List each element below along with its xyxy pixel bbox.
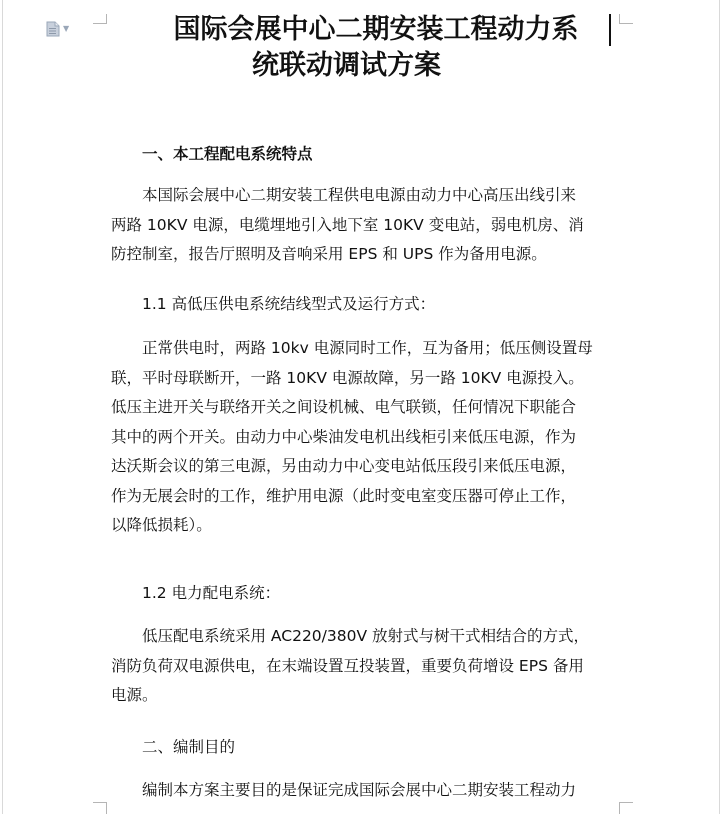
paragraph-line: 低压配电系统采用 AC220/380V 放射式与树干式相结合的方式， — [142, 627, 590, 645]
paragraph-3 — [111, 622, 589, 711]
section-heading-1-1: 1.1 高低压供电系统结线型式及运行方式： — [142, 295, 436, 313]
paragraph-line: 防控制室，报告厅照明及音响采用 EPS 和 UPS 作为备用电源。 — [111, 245, 547, 263]
document-menu-button[interactable] — [46, 20, 76, 38]
paragraph-line: 达沃斯会议的第三电源，另由动力中心变电站低压段引来低压电源， — [111, 457, 577, 475]
paragraph-line: 消防负荷双电源供电，在末端设置互投装置，重要负荷增设 EPS 备用 — [111, 656, 584, 675]
paragraph-4 — [111, 776, 576, 806]
page-edge-right — [719, 0, 720, 814]
paragraph-line: 联，平时母联断开，一路 10KV 电源故障，另一路 10KV 电源投入。 — [111, 368, 584, 387]
title-line-2: 统联动调试方案 — [252, 50, 441, 81]
text-cursor — [609, 14, 611, 46]
title-line-1: 国际会展中心二期安装工程动力系 — [173, 14, 579, 45]
margin-mark-top-left — [93, 14, 107, 24]
document-title[interactable] — [108, 12, 628, 84]
paragraph-line: 正常供电时，两路 10kv 电源同时工作，互为备用；低压侧设置母 — [142, 339, 593, 357]
paragraph-line: 作为无展会时的工作，维护用电源（此时变电室变压器可停止工作， — [111, 486, 577, 505]
paragraph-line: 电源。 — [111, 686, 158, 704]
section-heading-1-2: 1.2 电力配电系统： — [142, 584, 281, 602]
section-heading-1: 一、本工程配电系统特点 — [142, 145, 313, 163]
paragraph-line: 低压主进开关与联络开关之间设机械、电气联锁，任何情况下职能合 — [111, 398, 577, 416]
paragraph-line: 两路 10KV 电源，电缆埋地引入地下室 10KV 变电站，弱电机房、消 — [111, 215, 584, 234]
margin-mark-bottom-right — [619, 802, 633, 812]
paragraph-2 — [111, 334, 593, 541]
chevron-down-icon: ▼ — [63, 24, 70, 33]
paragraph-line: 本国际会展中心二期安装工程供电电源由动力中心高压出线引来 — [142, 186, 577, 204]
document-icon — [46, 21, 60, 37]
paragraph-1 — [111, 181, 584, 270]
margin-mark-bottom-left — [93, 802, 107, 812]
paragraph-line: 其中的两个开关。由动力中心柴油发电机出线柜引来低压电源，作为 — [111, 427, 577, 446]
section-heading-2: 二、编制目的 — [142, 738, 236, 756]
paragraph-line: 以降低损耗）。 — [111, 516, 212, 534]
paragraph-line: 编制本方案主要目的是保证完成国际会展中心二期安装工程动力 — [142, 781, 577, 799]
page-edge-left — [2, 0, 3, 814]
